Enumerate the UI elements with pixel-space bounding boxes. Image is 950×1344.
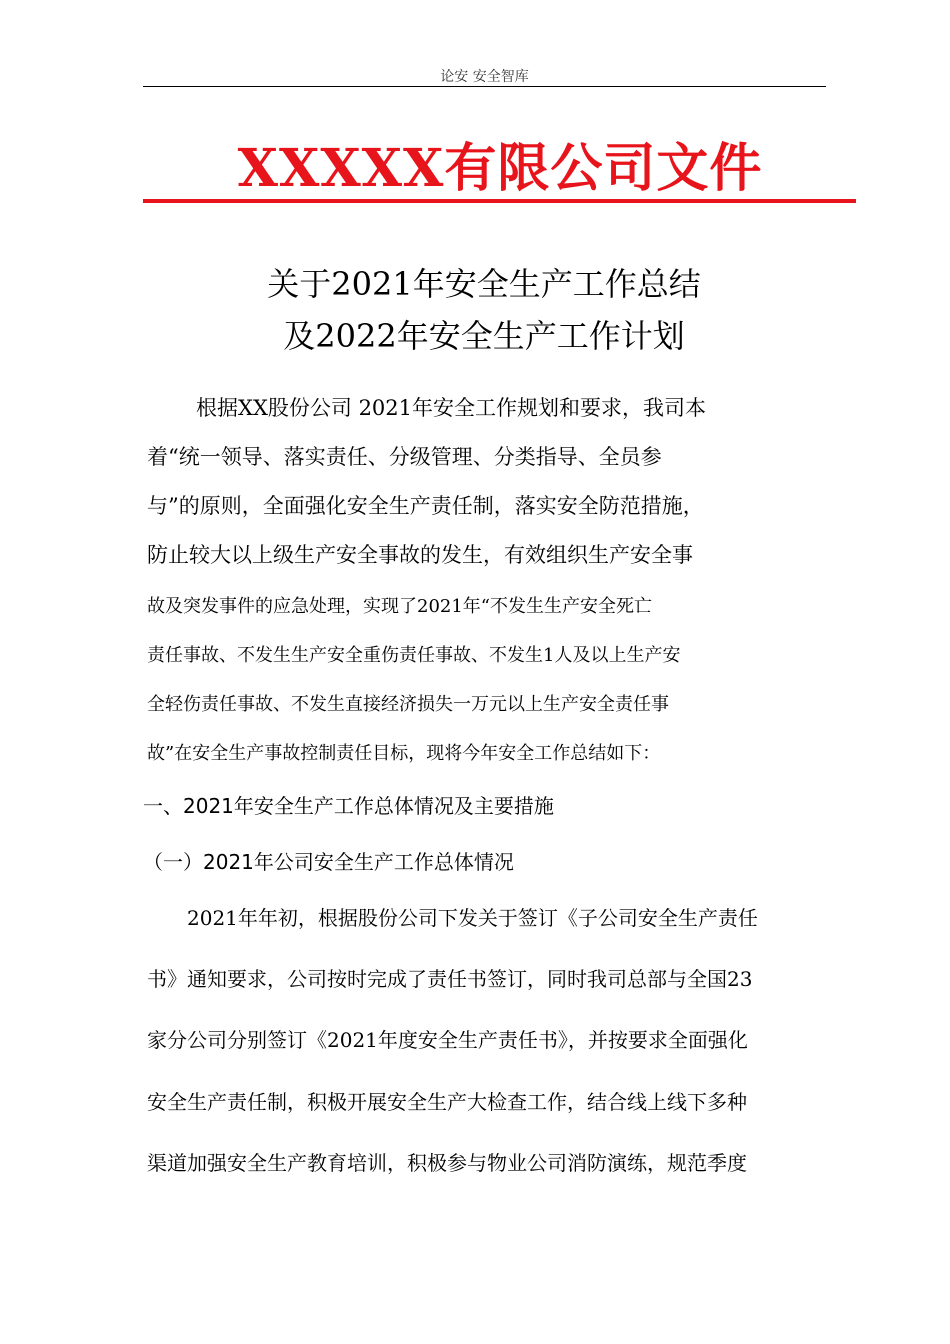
paragraph-line: 书》通知要求，公司按时完成了责任书签订，同时我司总部与全国23: [147, 967, 753, 991]
paragraph-line: 2021年年初，根据股份公司下发关于签订《子公司安全生产责任: [187, 906, 758, 930]
document-org-title: XXXXX有限公司文件: [237, 138, 763, 199]
paragraph-line: 安全生产责任制，积极开展安全生产大检查工作，结合线上线下多种: [147, 1090, 747, 1114]
intro-line: 全轻伤责任事故、不发生直接经济损失一万元以上生产安全责任事: [147, 694, 669, 715]
intro-line: 防止较大以上级生产安全事故的发生，有效组织生产安全事: [147, 543, 693, 567]
running-header: 论安 安全智库: [440, 69, 529, 85]
subject-line-2: 及2022年安全生产工作计划: [283, 317, 685, 355]
intro-line: 故”在安全生产事故控制责任目标，现将今年安全工作总结如下：: [147, 743, 661, 764]
intro-line: 责任事故、不发生生产安全重伤责任事故、不发生1人及以上生产安: [147, 645, 681, 666]
document-subject: [0, 258, 950, 362]
intro-line: 着“统一领导、落实责任、分级管理、分类指导、全员参: [147, 445, 662, 469]
subsection-heading: （一）2021年公司安全生产工作总体情况: [143, 850, 514, 874]
subject-line-1: 关于2021年安全生产工作总结: [267, 265, 701, 303]
red-title-divider: [143, 199, 856, 203]
header-divider: [143, 86, 826, 87]
intro-line: 根据XX股份公司 2021年安全工作规划和要求，我司本: [196, 396, 707, 420]
paragraph-line: 家分公司分别签订《2021年度安全生产责任书》，并按要求全面强化: [147, 1028, 748, 1052]
intro-line: 故及突发事件的应急处理，实现了2021年“不发生生产安全死亡: [147, 596, 653, 617]
section-heading: 一、2021年安全生产工作总体情况及主要措施: [143, 794, 554, 818]
intro-line: 与”的原则，全面强化安全生产责任制，落实安全防范措施，: [147, 494, 704, 518]
paragraph-line: 渠道加强安全生产教育培训，积极参与物业公司消防演练，规范季度: [147, 1151, 747, 1175]
